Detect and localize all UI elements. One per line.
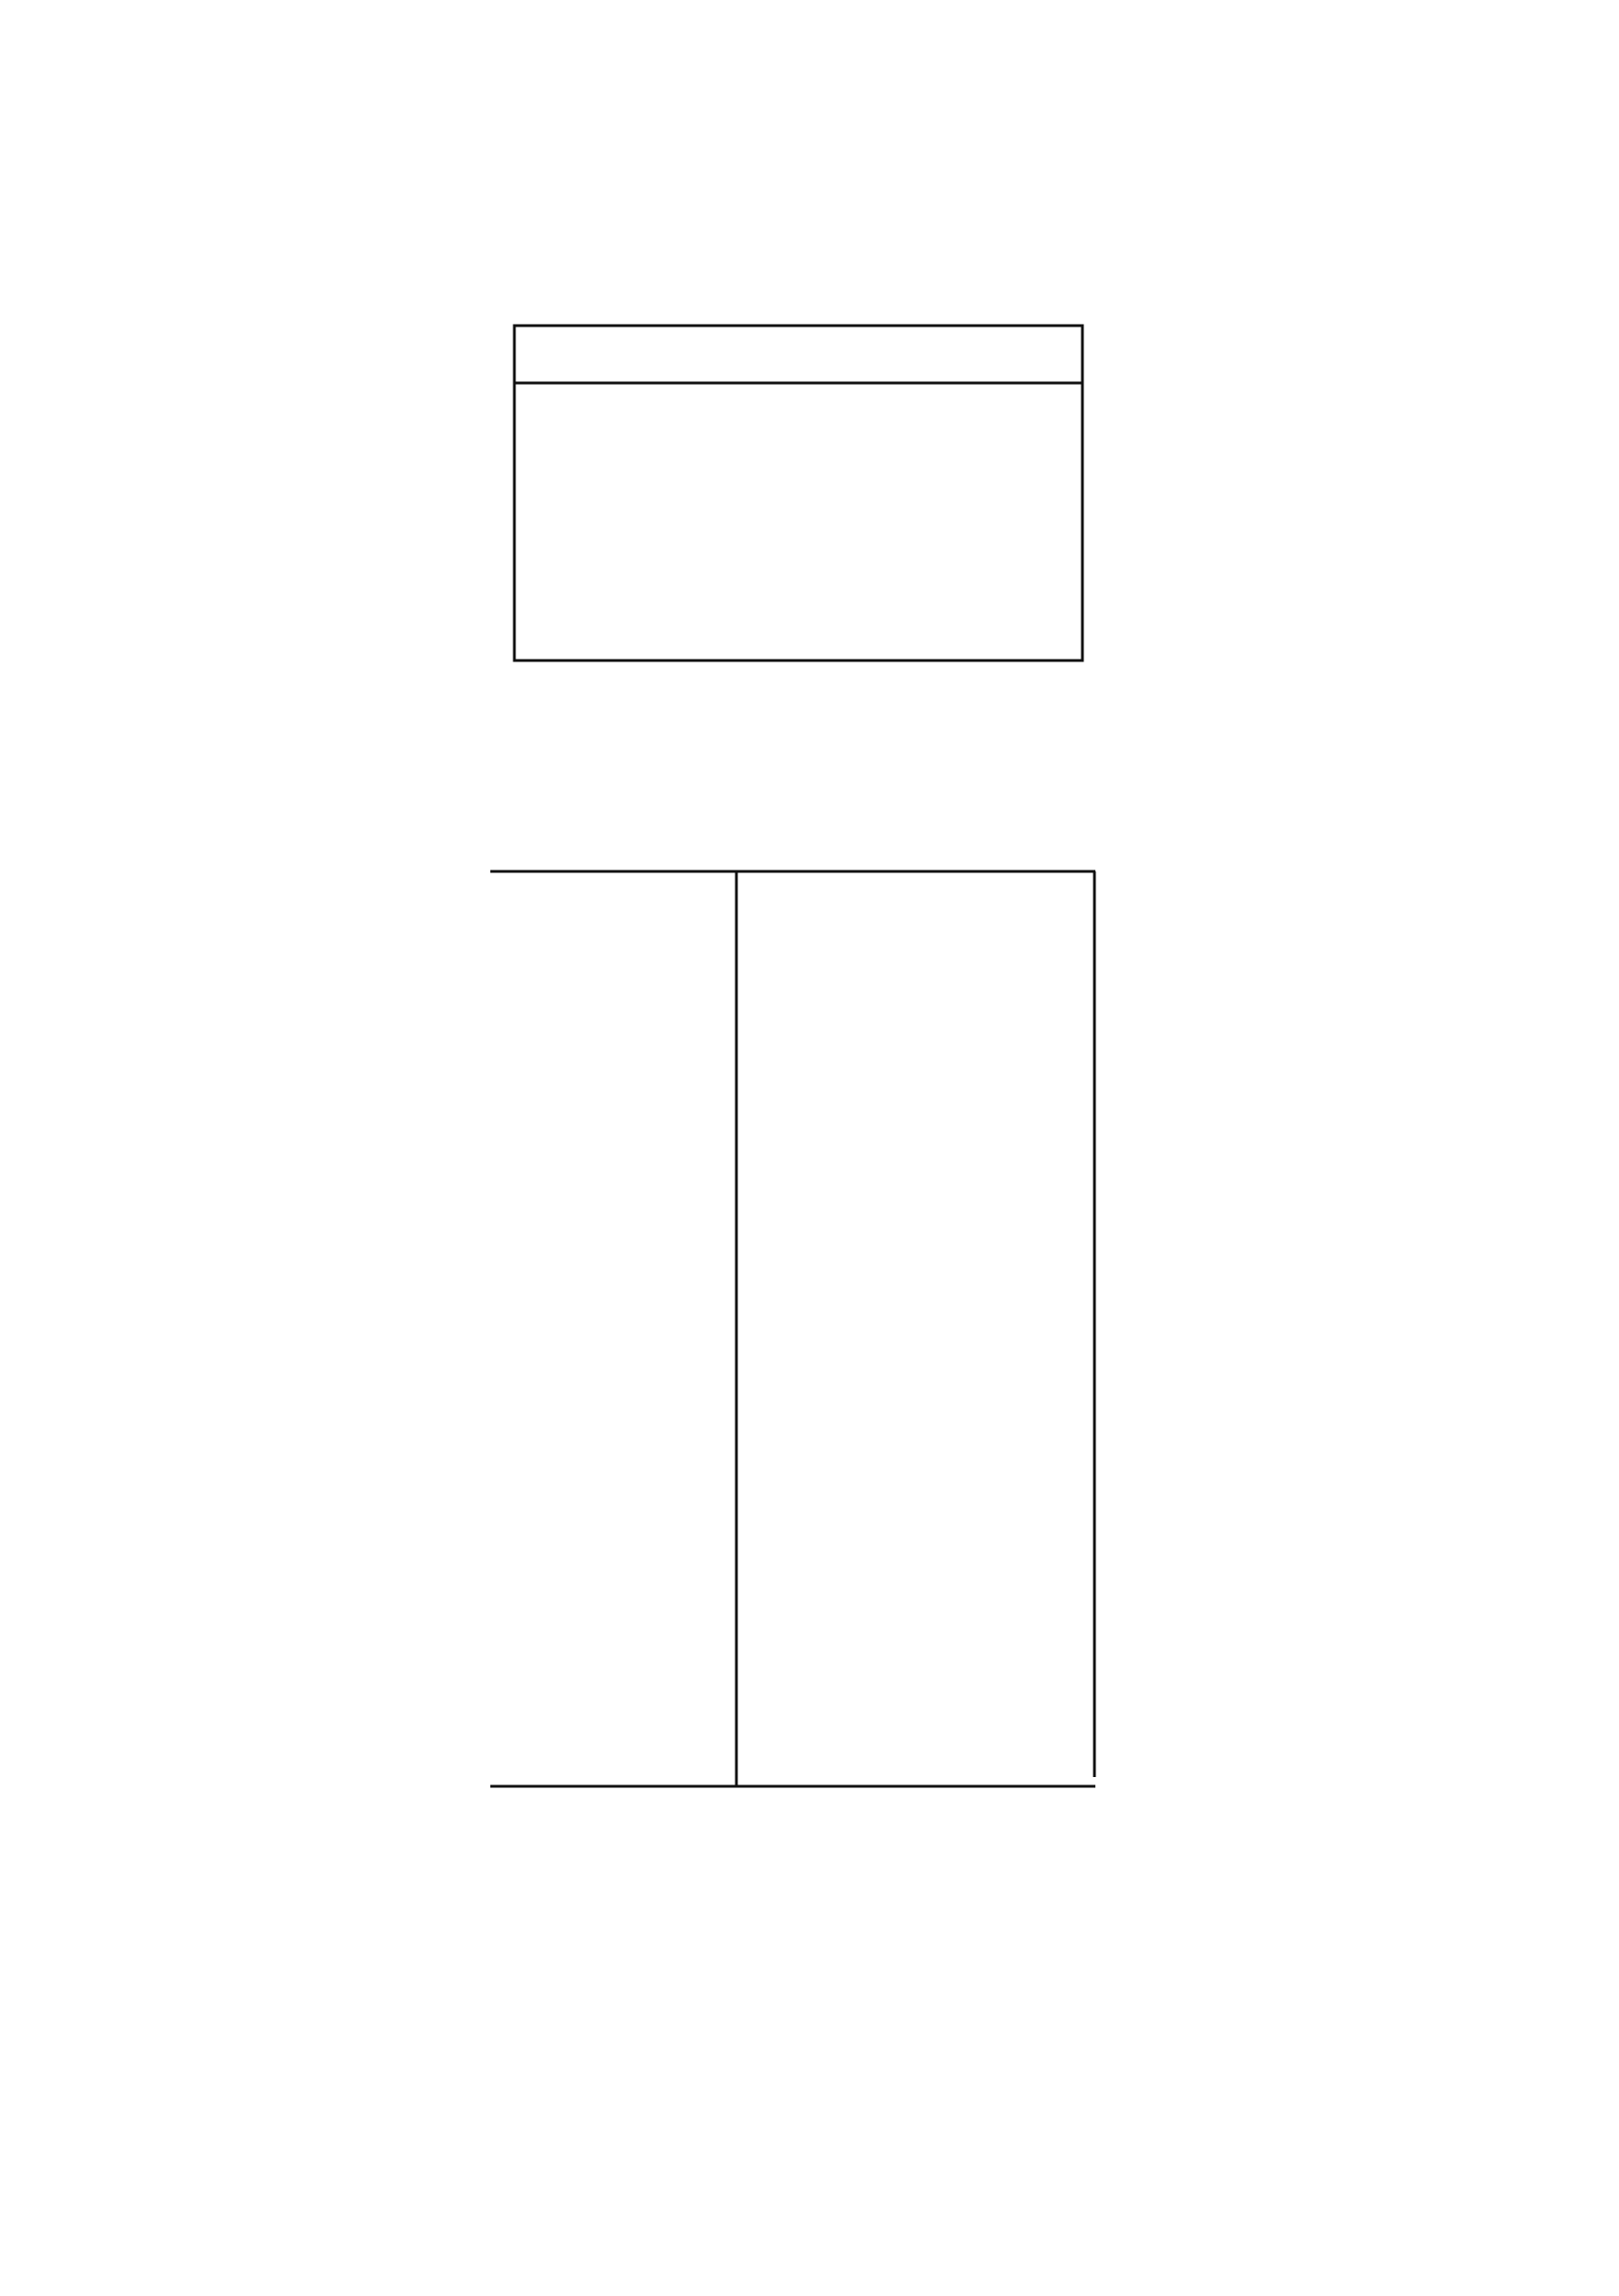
peak-chart [514,326,1082,660]
parameter-table [490,871,1095,1786]
plot-frame [514,383,1082,660]
zone-header-frame [514,326,1082,383]
